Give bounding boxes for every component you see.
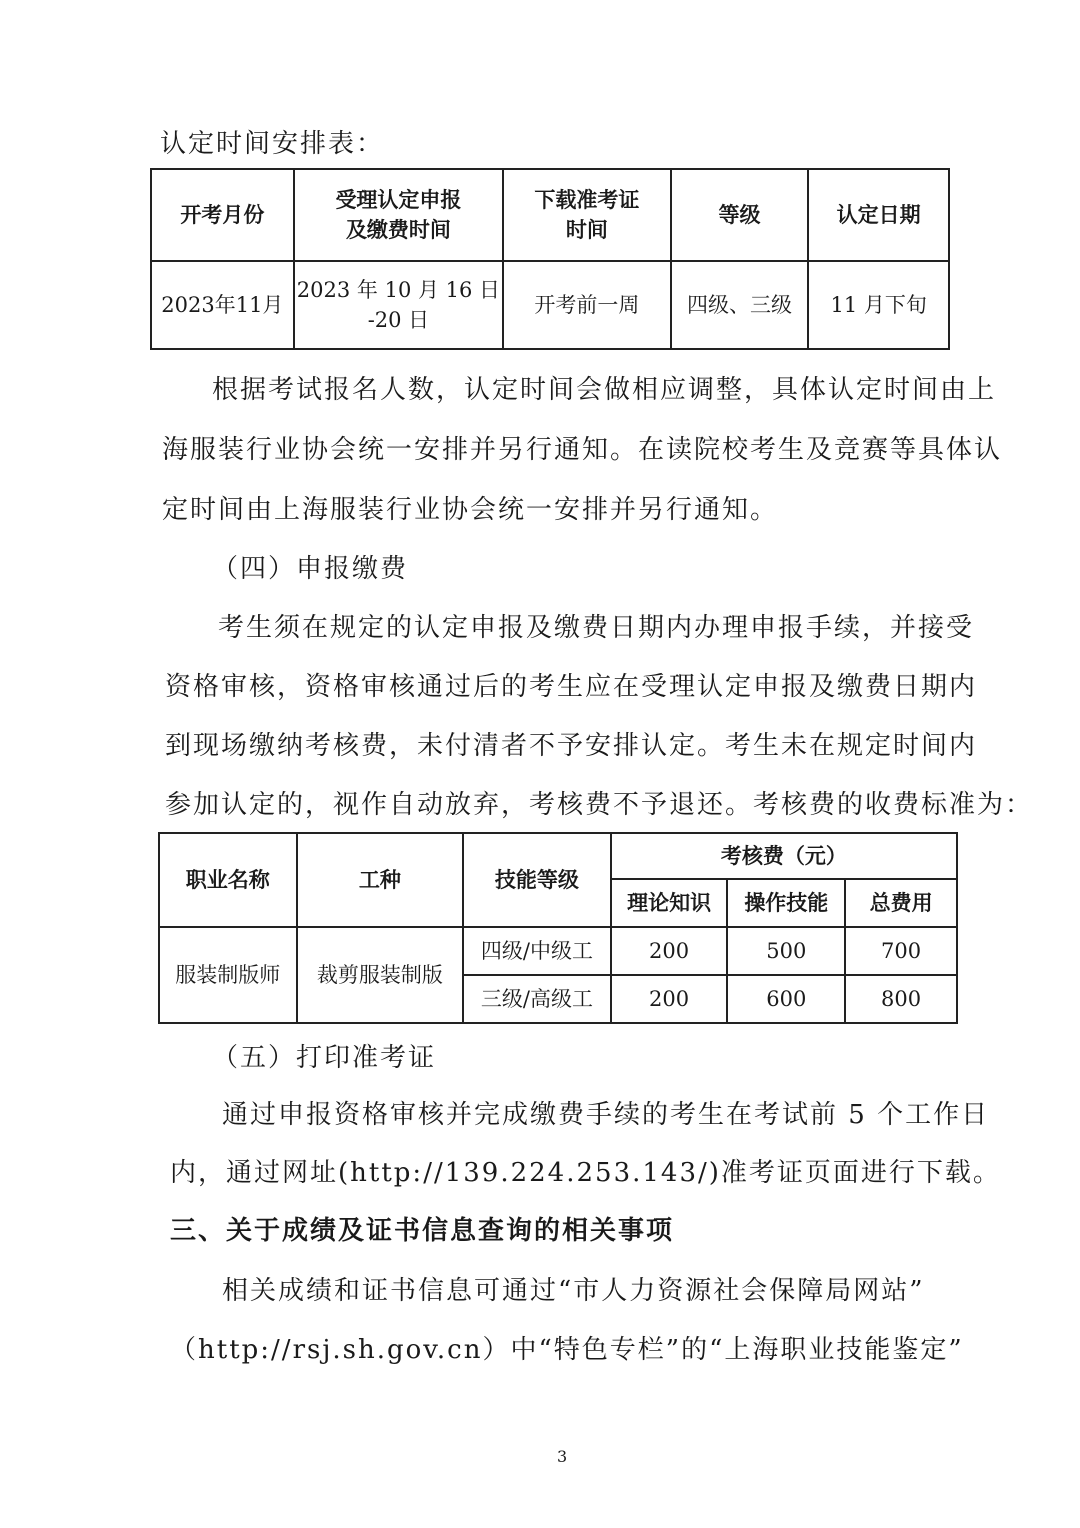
header-practice: 操作技能 — [727, 879, 845, 927]
section4-title: （四）申报缴费 — [212, 554, 409, 584]
para3-line1: 通过申报资格审核并完成缴费手续的考生在考试前 5 个工作日 — [222, 1100, 990, 1130]
header-apply-time: 受理认定申报 及缴费时间 — [294, 169, 503, 261]
header-fee-group: 考核费（元） — [611, 833, 957, 879]
para2-line2: 资格审核，资格审核通过后的考生应在受理认定申报及缴费日期内 — [165, 672, 978, 702]
cell-total: 700 — [845, 927, 957, 975]
section-three-title: 三、关于成绩及证书信息查询的相关事项 — [170, 1216, 675, 1246]
schedule-table — [150, 168, 950, 350]
schedule-data-row — [151, 261, 949, 349]
cell-total: 800 — [845, 975, 957, 1023]
header-occupation: 职业名称 — [159, 833, 297, 927]
schedule-header-row — [151, 169, 949, 261]
para1-line2: 海服装行业协会统一安排并另行通知。在读院校考生及竞赛等具体认 — [162, 435, 1003, 465]
header-theory: 理论知识 — [611, 879, 728, 927]
cell-exam-month: 2023年11月 — [151, 261, 294, 349]
cell-practice: 600 — [727, 975, 845, 1023]
page-number: 3 — [557, 1447, 568, 1466]
cell-theory: 200 — [611, 927, 728, 975]
cell-download-time: 开考前一周 — [503, 261, 671, 349]
cell-level: 四级、三级 — [671, 261, 809, 349]
para4-line2: （http://rsj.sh.gov.cn）中“特色专栏”的“上海职业技能鉴定” — [170, 1335, 964, 1365]
fee-table — [158, 832, 958, 1024]
header-download-time: 下载准考证 时间 — [503, 169, 671, 261]
header-total: 总费用 — [845, 879, 957, 927]
para2-line3: 到现场缴纳考核费，未付清者不予安排认定。考生未在规定时间内 — [165, 731, 978, 761]
para1-line3: 定时间由上海服装行业协会统一安排并另行通知。 — [162, 495, 779, 525]
header-cert-date: 认定日期 — [808, 169, 949, 261]
cell-occupation: 服装制版师 — [159, 927, 297, 1023]
cell-level: 三级/高级工 — [463, 975, 611, 1023]
cell-cert-date: 11 月下旬 — [808, 261, 949, 349]
header-exam-month: 开考月份 — [151, 169, 294, 261]
cell-trade: 裁剪服装制版 — [297, 927, 464, 1023]
section5-title: （五）打印准考证 — [212, 1043, 437, 1073]
fee-header-row1 — [159, 833, 957, 879]
para4-line1: 相关成绩和证书信息可通过“市人力资源社会保障局网站” — [222, 1276, 925, 1306]
cell-apply-time: 2023 年 10 月 16 日 -20 日 — [294, 261, 503, 349]
para2-line4: 参加认定的，视作自动放弃，考核费不予退还。考核费的收费标准为： — [165, 790, 1034, 820]
fee-row-level4 — [159, 927, 957, 975]
header-level: 等级 — [671, 169, 809, 261]
para2-line1: 考生须在规定的认定申报及缴费日期内办理申报手续，并接受 — [218, 613, 975, 643]
cell-practice: 500 — [727, 927, 845, 975]
para3-line2: 内，通过网址(http://139.224.253.143/)准考证页面进行下载。 — [170, 1158, 1001, 1188]
cell-theory: 200 — [611, 975, 728, 1023]
cell-level: 四级/中级工 — [463, 927, 611, 975]
header-skill-level: 技能等级 — [463, 833, 611, 927]
para1-line1: 根据考试报名人数，认定时间会做相应调整，具体认定时间由上 — [212, 375, 997, 405]
schedule-intro-label: 认定时间安排表： — [160, 129, 385, 159]
header-trade: 工种 — [297, 833, 464, 927]
